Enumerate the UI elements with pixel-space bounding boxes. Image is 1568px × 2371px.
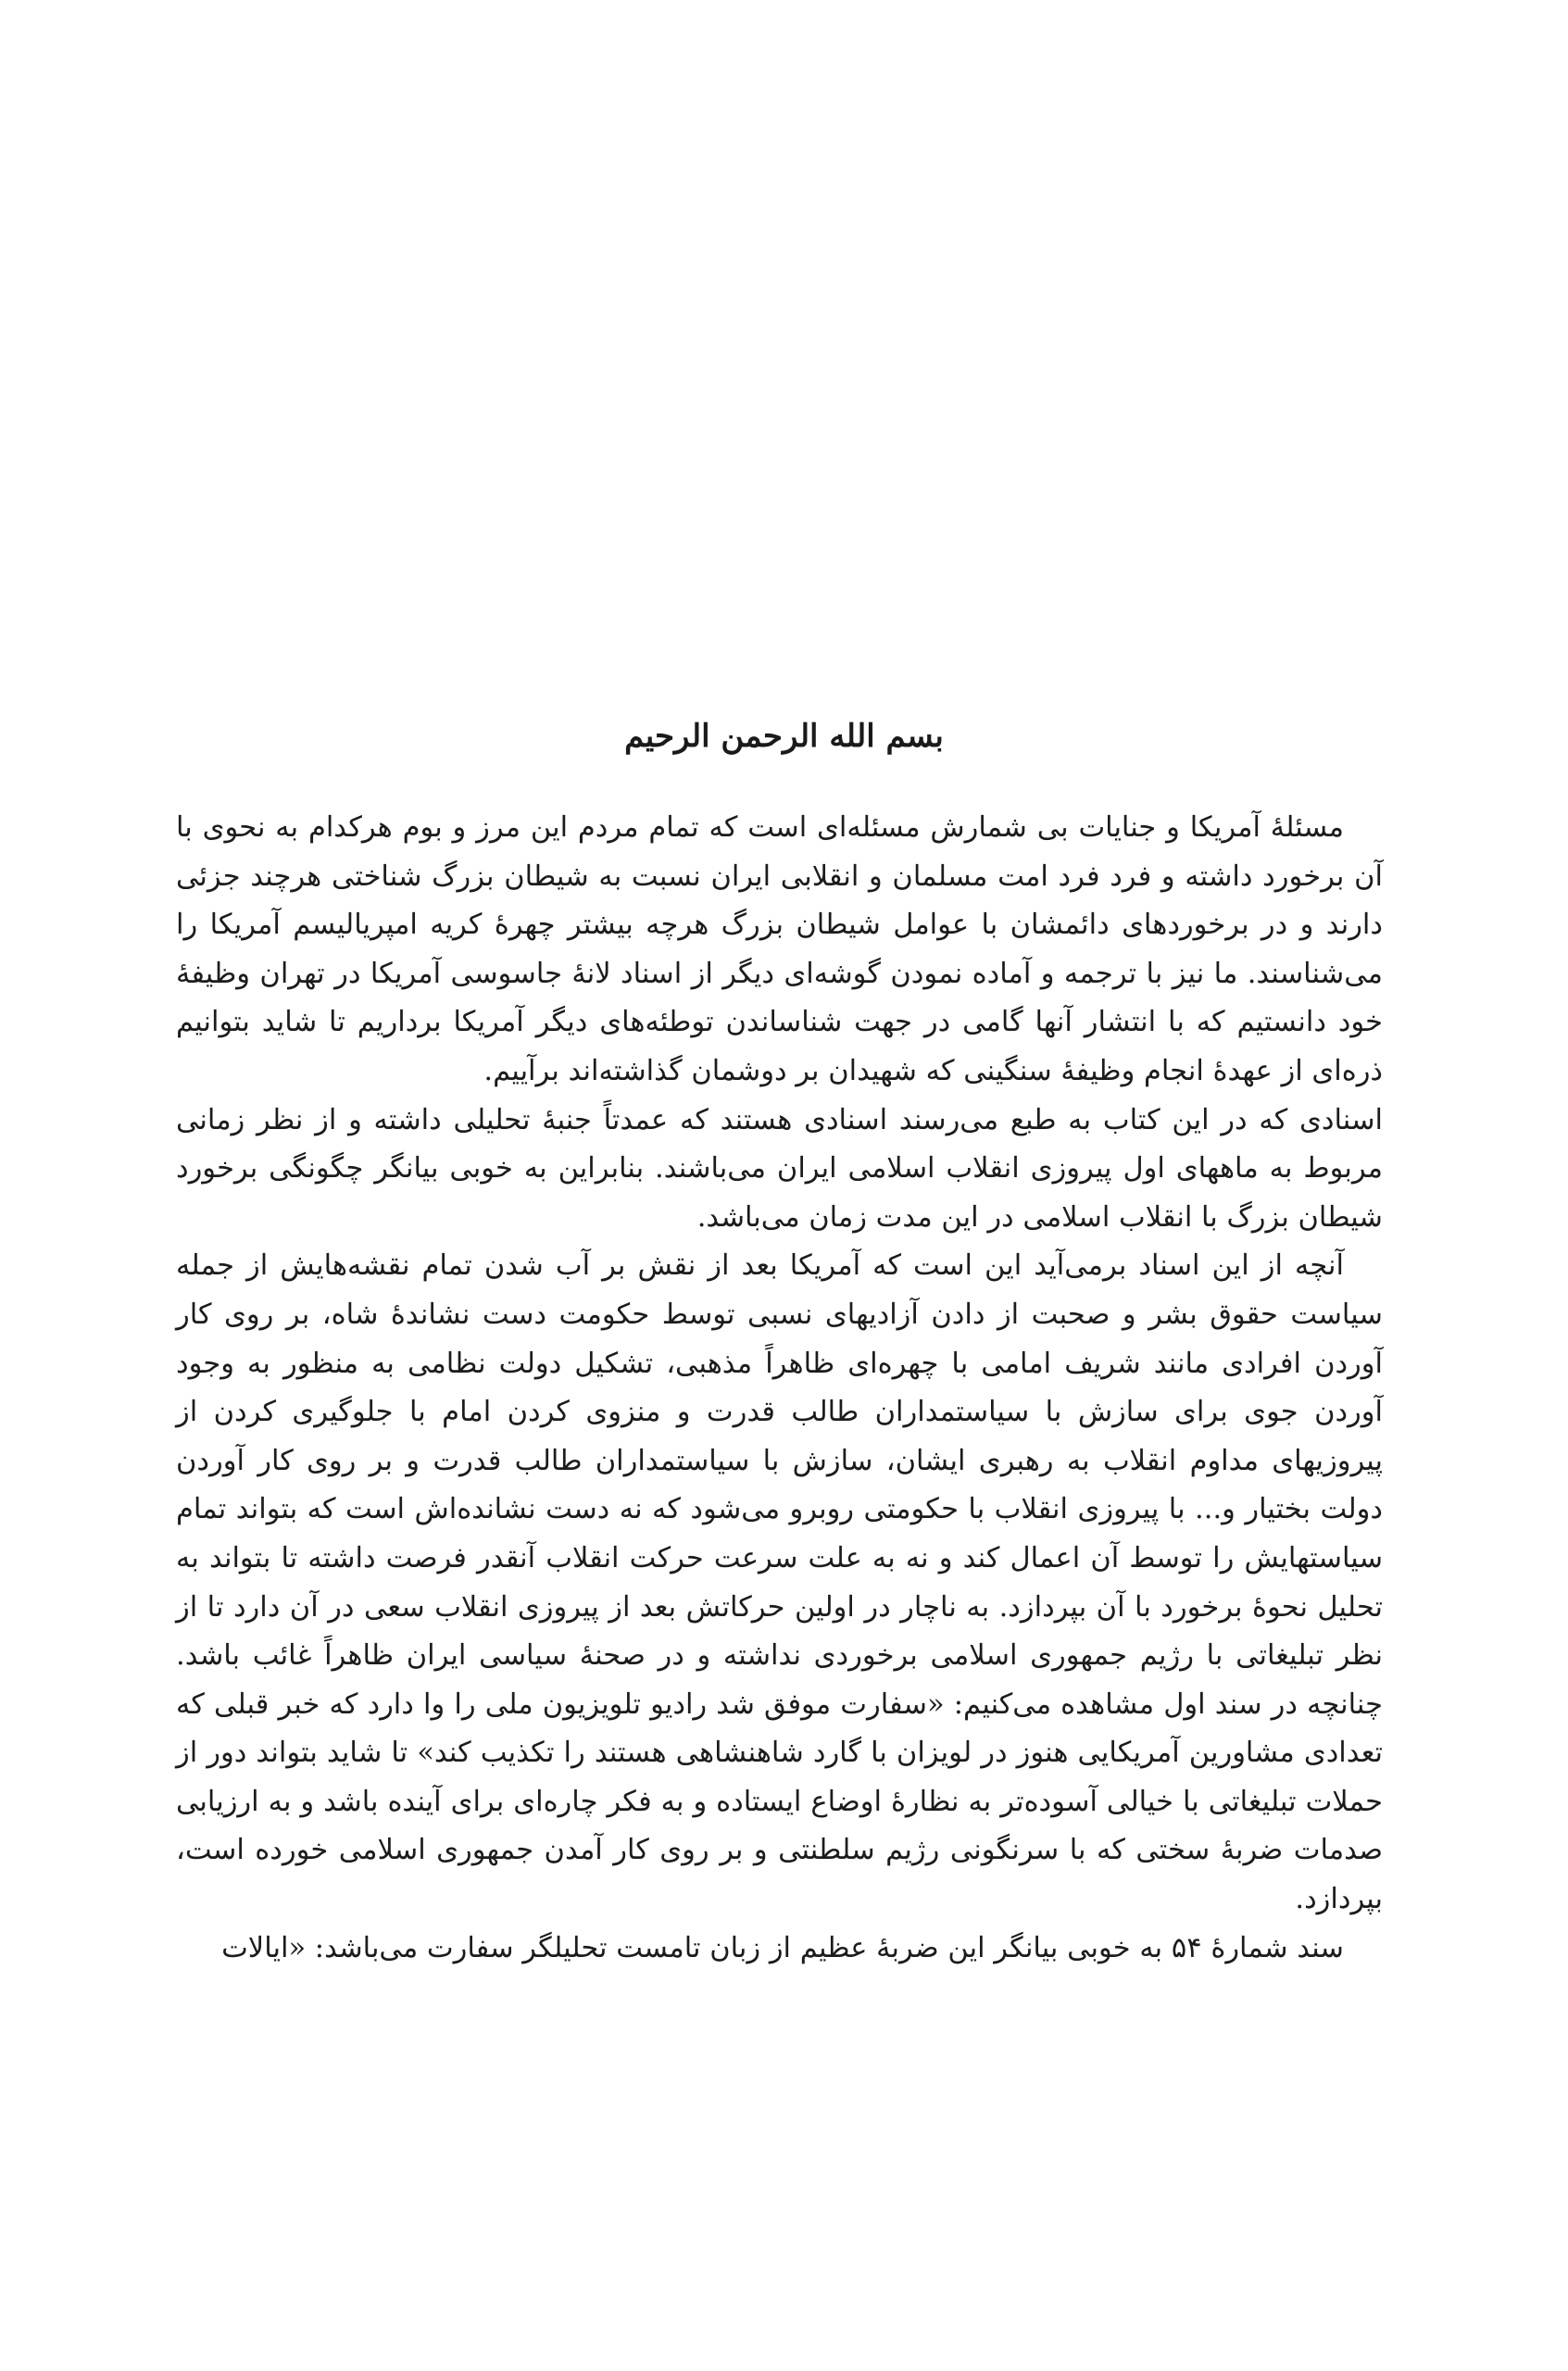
page-heading-basmala: بسم الله الرحمن الرحیم: [624, 718, 944, 755]
paragraph-documents-description: اسنادی که در این کتاب به طبع می‌رسند اسنادی هستند که عمدتاً جنبهٔ تحلیلی داشته و از نظر زمانی مربوط به ماههای اول پیروزی انقلاب اسلامی ایران می‌باشند. بنابراین به خوبی بیانگر چگونگی برخورد شیطان بزرگ با انقلاب اسلامی در این مدت زمان می‌باشد.: [176, 1103, 1383, 1234]
paragraph-document-54: سند شمارهٔ ۵۴ به خوبی بیانگر این ضربهٔ عظیم از زبان تامست تحلیلگر سفارت می‌باشد: «ایالات: [221, 1931, 1344, 1964]
paragraph-intro: مسئلهٔ آمریکا و جنایات بی شمارش مسئله‌ای است که تمام مردم این مرز و بوم هرکدام به نحوی با آن برخورد داشته و فرد فرد امت مسلمان و انقلابی ایران نسبت به شیطان بزرگ شناختی هرچند جزئی دارند و در برخوردهای دائمشان با عوامل شیطان بزرگ هرچه بیشتر چهرهٔ کریه امپریالیسم آمریکا را می‌شناسند. ما نیز با ترجمه و آماده نمودن گوشه‌ای دیگر از اسناد لانهٔ جاسوسی آمریکا در تهران وظیفهٔ خود دانستیم که با انتشار آنها گامی در جهت شناساندن توطئه‌های دیگر آمریکا برداریم تا شاید بتوانیم ذره‌ای از عهدهٔ انجام وظیفهٔ سنگینی که شهیدان بر دوشمان گذاشته‌اند برآییم.: [176, 811, 1383, 1087]
body-text: [176, 804, 1383, 1973]
paragraph-analysis: آنچه از این اسناد برمی‌آید این است که آمریکا بعد از نقش بر آب شدن تمام نقشه‌هایش از جمله سیاست حقوق بشر و صحبت از دادن آزادیهای نسبی توسط حکومت دست نشاندهٔ شاه، بر روی کار آوردن افرادی مانند شریف امامی با چهره‌ای ظاهراً مذهبی، تشکیل دولت نظامی به منظور به وجود آوردن جوی برای سازش با سیاستمداران طالب قدرت و منزوی کردن امام با جلوگیری کردن از پیروزیهای مداوم انقلاب به رهبری ایشان، سازش با سیاستمداران طالب قدرت و بر روی کار آوردن دولت بختیار و... با پیروزی انقلاب با حکومتی روبرو می‌شود که نه دست نشانده‌اش است که بتواند تمام سیاستهایش را توسط آن اعمال کند و نه به علت سرعت حرکت انقلاب آنقدر فرصت داشته تا بتواند به تحلیل نحوهٔ برخورد با آن بپردازد. به ناچار در اولین حرکاتش بعد از پیروزی انقلاب سعی در آن دارد تا از نظر تبلیغاتی با رژیم جمهوری اسلامی برخوردی نداشته و در صحنهٔ سیاسی ایران ظاهراً غائب باشد. چنانچه در سند اول مشاهده می‌کنیم: «سفارت موفق شد رادیو تلویزیون ملی را وا دارد که خبر قبلی که تعدادی مشاورین آمریکایی هنوز در لویزان با گارد شاهنشاهی هستند را تکذیب کند» تا شاید بتواند دور از حملات تبلیغاتی با خیالی آسوده‌تر به نظارهٔ اوضاع ایستاده و به فکر چاره‌ای برای آینده باشد و به ارزیابی صدمات ضربهٔ سختی که با سرنگونی رژیم سلطنتی و بر روی کار آمدن جمهوری اسلامی خورده است، بپردازد.: [176, 1249, 1383, 1916]
